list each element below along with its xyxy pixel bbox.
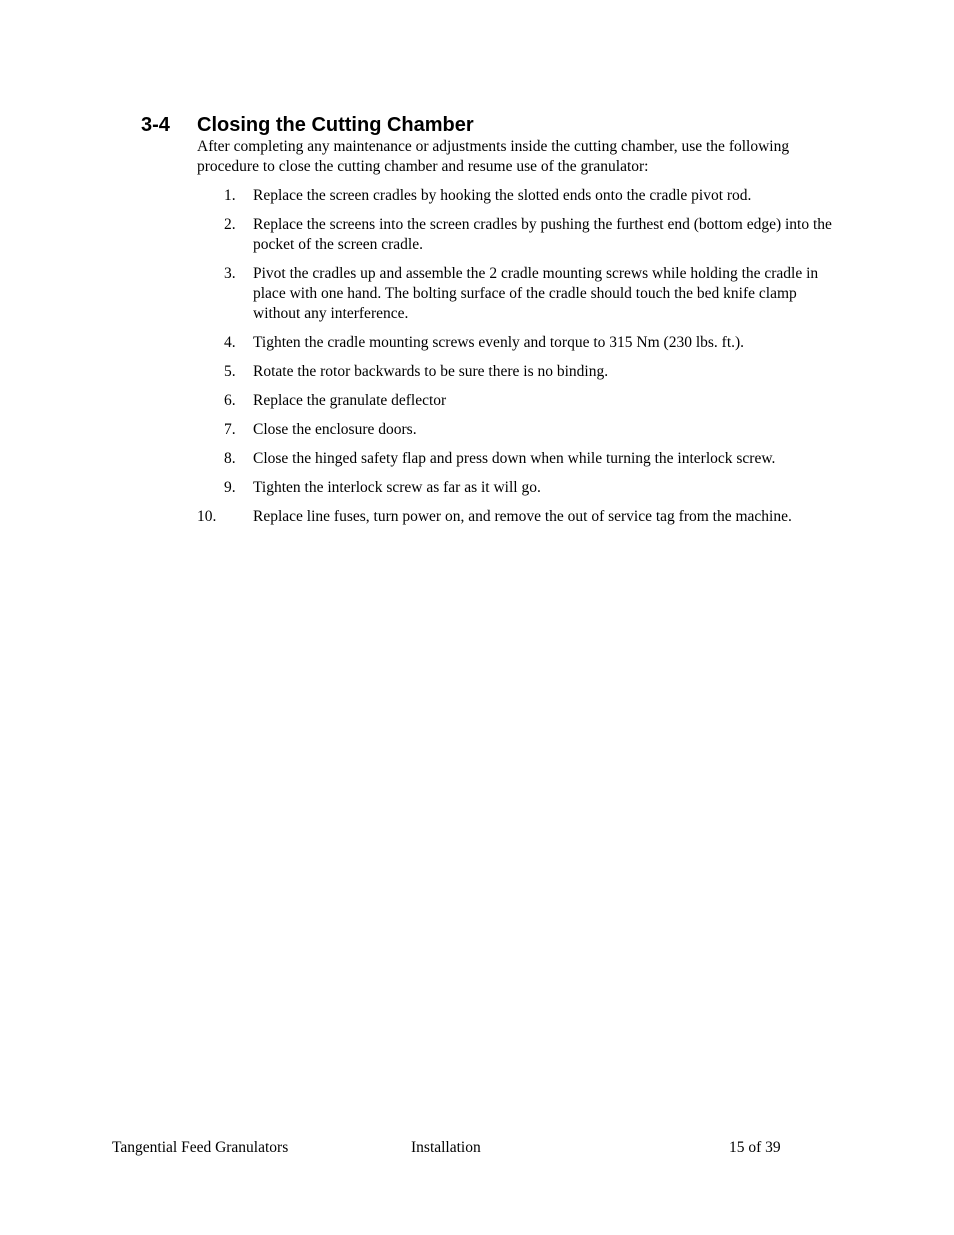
procedure-step bbox=[197, 420, 837, 440]
step-number: 9. bbox=[224, 479, 236, 496]
procedure-step bbox=[197, 215, 837, 255]
section-intro: After completing any maintenance or adjustments inside the cutting chamber, use the following procedure to close the cutting chamber and resume use of the granulator: bbox=[197, 138, 790, 175]
step-number: 6. bbox=[224, 392, 236, 409]
procedure-step bbox=[197, 362, 837, 382]
step-text: Close the hinged safety flap and press down when while turning the interlock screw. bbox=[253, 450, 776, 467]
footer-page-number: 15 of 39 bbox=[729, 1139, 781, 1156]
section-title: Closing the Cutting Chamber bbox=[197, 114, 474, 136]
procedure-steps bbox=[197, 186, 837, 536]
step-text: Pivot the cradles up and assemble the 2 cradle mounting screws while holding the cradle in place with one hand. The bolting surface of the cradle should touch the bed knife clamp without any interference. bbox=[253, 265, 819, 322]
procedure-step bbox=[197, 478, 837, 498]
procedure-step bbox=[197, 186, 837, 206]
footer-document-title: Tangential Feed Granulators bbox=[112, 1139, 289, 1156]
section-heading bbox=[141, 112, 474, 138]
step-number: 2. bbox=[224, 216, 236, 233]
footer-section-name: Installation bbox=[411, 1139, 481, 1156]
page-footer bbox=[0, 1138, 954, 1160]
step-number: 8. bbox=[224, 450, 236, 467]
procedure-step bbox=[197, 391, 837, 411]
step-number: 5. bbox=[224, 363, 236, 380]
step-number: 10. bbox=[197, 508, 217, 525]
step-text: Tighten the cradle mounting screws evenly and torque to 315 Nm (230 lbs. ft.). bbox=[253, 334, 745, 351]
procedure-step bbox=[197, 264, 837, 324]
step-number: 1. bbox=[224, 187, 236, 204]
step-text: Rotate the rotor backwards to be sure there is no binding. bbox=[253, 363, 609, 380]
step-text: Replace the screen cradles by hooking the slotted ends onto the cradle pivot rod. bbox=[253, 187, 752, 204]
step-text: Tighten the interlock screw as far as it will go. bbox=[253, 479, 541, 496]
step-number: 4. bbox=[224, 334, 236, 351]
step-number: 7. bbox=[224, 421, 236, 438]
step-text: Close the enclosure doors. bbox=[253, 421, 417, 438]
procedure-step bbox=[197, 333, 837, 353]
step-text: Replace line fuses, turn power on, and remove the out of service tag from the machine. bbox=[253, 508, 792, 525]
step-text: Replace the granulate deflector bbox=[253, 392, 447, 409]
step-number: 3. bbox=[224, 265, 236, 282]
procedure-step bbox=[197, 449, 837, 469]
section-number: 3-4 bbox=[141, 114, 170, 136]
procedure-step bbox=[197, 507, 837, 527]
step-text: Replace the screens into the screen cradles by pushing the furthest end (bottom edge) into the pocket of the screen cradle. bbox=[253, 216, 832, 253]
